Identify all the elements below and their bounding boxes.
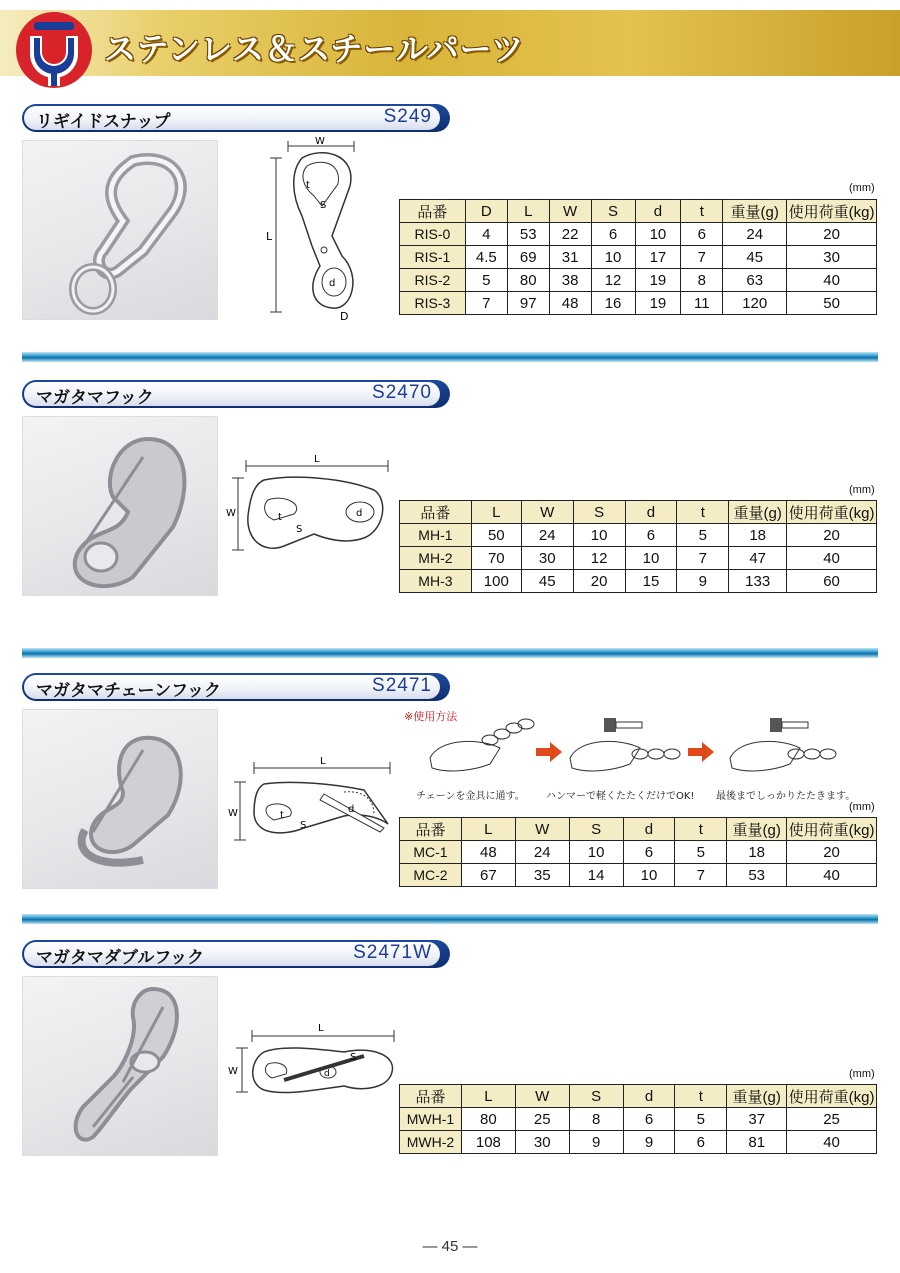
col-header: W — [549, 200, 591, 223]
section-title: マガタマダブルフック — [36, 948, 205, 968]
table-cell: 60 — [787, 570, 877, 593]
section-title: マガタマフック — [36, 388, 154, 408]
col-header: S — [569, 818, 623, 841]
table-cell: 10 — [625, 547, 677, 570]
dim-label-s: S — [300, 820, 307, 831]
table-cell: MH-1 — [400, 524, 472, 547]
table-cell: 25 — [515, 1108, 569, 1131]
table-cell: 30 — [515, 1131, 569, 1154]
table-row — [400, 524, 877, 547]
usage-step-caption: 最後までしっかりたたきます。 — [716, 791, 856, 802]
table-cell: 6 — [623, 1108, 675, 1131]
table-cell: 25 — [787, 1108, 877, 1131]
dim-label-w: W — [315, 136, 325, 147]
col-header: 重量(g) — [727, 1085, 787, 1108]
section-code: S2471W — [353, 942, 432, 963]
table-row — [400, 1108, 877, 1131]
table-cell: 22 — [549, 223, 591, 246]
table-cell: 69 — [507, 246, 549, 269]
dim-label-d: d — [324, 1069, 330, 1079]
dim-label-l: L — [314, 454, 320, 465]
table-cell: 9 — [569, 1131, 623, 1154]
col-header: 重量(g) — [729, 501, 787, 524]
unit-label: (mm) — [849, 1068, 875, 1080]
table-cell: 100 — [471, 570, 521, 593]
col-header: W — [515, 818, 569, 841]
dim-label-s: S — [350, 1052, 357, 1063]
col-header: L — [507, 200, 549, 223]
table-cell: 6 — [681, 223, 723, 246]
dim-label-l: L — [320, 756, 326, 767]
table-cell: 19 — [635, 269, 681, 292]
table-cell: 20 — [787, 524, 877, 547]
spec-table-magatama-hook — [399, 500, 877, 593]
table-cell: 10 — [573, 524, 625, 547]
table-cell: 31 — [549, 246, 591, 269]
table-cell: 30 — [521, 547, 573, 570]
table-cell: 18 — [729, 524, 787, 547]
dim-label-d-small: d — [329, 278, 336, 289]
table-cell: 67 — [461, 864, 515, 887]
table-cell: 80 — [461, 1108, 515, 1131]
table-cell: 120 — [723, 292, 787, 315]
dim-label-t: t — [280, 810, 284, 821]
dim-label-s: S — [296, 524, 303, 535]
table-cell: 15 — [625, 570, 677, 593]
table-cell: 11 — [681, 292, 723, 315]
section-title: リギイドスナップ — [36, 112, 171, 132]
dim-label-w: W — [228, 1066, 238, 1077]
table-row — [400, 864, 877, 887]
company-logo — [14, 10, 94, 90]
table-cell: 20 — [787, 841, 877, 864]
dim-label-l: L — [266, 230, 273, 243]
col-header: S — [591, 200, 635, 223]
table-cell: 63 — [723, 269, 787, 292]
table-cell: MH-3 — [400, 570, 472, 593]
dim-label-w: W — [226, 508, 236, 519]
table-cell: 6 — [591, 223, 635, 246]
table-cell: 10 — [623, 864, 675, 887]
table-cell: 97 — [507, 292, 549, 315]
table-cell: MH-2 — [400, 547, 472, 570]
page-number: — 45 — — [422, 1238, 478, 1255]
table-cell: MWH-1 — [400, 1108, 462, 1131]
table-cell: 19 — [635, 292, 681, 315]
table-cell: 7 — [675, 864, 727, 887]
table-row — [400, 269, 877, 292]
table-cell: 24 — [723, 223, 787, 246]
table-cell: 30 — [787, 246, 877, 269]
table-row — [400, 246, 877, 269]
table-cell: MC-2 — [400, 864, 462, 887]
table-cell: 7 — [677, 547, 729, 570]
col-header: D — [465, 200, 507, 223]
usage-title: ※使用方法 — [404, 710, 458, 723]
table-cell: 20 — [573, 570, 625, 593]
col-header: L — [471, 501, 521, 524]
table-cell: 50 — [787, 292, 877, 315]
table-cell: 48 — [461, 841, 515, 864]
col-header: 品番 — [400, 501, 472, 524]
usage-step-caption: チェーンを金具に通す。 — [416, 791, 525, 802]
col-header: L — [461, 818, 515, 841]
col-header: t — [675, 818, 727, 841]
col-header: S — [569, 1085, 623, 1108]
page-title: ステンレス＆スチールパーツ — [104, 30, 525, 68]
table-cell: 9 — [623, 1131, 675, 1154]
section-title: マガタマチェーンフック — [36, 681, 221, 701]
table-cell: 48 — [549, 292, 591, 315]
section-header-magatama-hook — [22, 380, 450, 408]
col-header: 品番 — [400, 200, 466, 223]
dimension-diagram-rigid-snap — [262, 136, 372, 322]
table-cell: 8 — [569, 1108, 623, 1131]
table-cell: 80 — [507, 269, 549, 292]
table-cell: 7 — [465, 292, 507, 315]
spec-table-magatama-chain-hook — [399, 817, 877, 887]
table-row — [400, 841, 877, 864]
col-header: d — [623, 818, 675, 841]
table-cell: 70 — [471, 547, 521, 570]
unit-label: (mm) — [849, 182, 875, 194]
table-cell: 47 — [729, 547, 787, 570]
usage-step-caption: ハンマーで軽くたたくだけでOK! — [546, 791, 695, 802]
table-cell: 40 — [787, 269, 877, 292]
col-header: 使用荷重(kg) — [787, 1085, 877, 1108]
table-cell: 8 — [681, 269, 723, 292]
table-cell: 53 — [727, 864, 787, 887]
col-header: d — [625, 501, 677, 524]
table-row — [400, 1131, 877, 1154]
col-header: W — [521, 501, 573, 524]
table-cell: 16 — [591, 292, 635, 315]
col-header: t — [675, 1085, 727, 1108]
table-cell: 45 — [521, 570, 573, 593]
table-row — [400, 547, 877, 570]
table-cell: 14 — [569, 864, 623, 887]
section-code: S249 — [383, 106, 432, 127]
table-cell: 12 — [591, 269, 635, 292]
product-photo-magatama-double-hook — [22, 976, 218, 1156]
spec-table-rigid-snap — [399, 199, 877, 315]
unit-label: (mm) — [849, 484, 875, 496]
table-cell: 24 — [515, 841, 569, 864]
table-cell: 6 — [625, 524, 677, 547]
section-divider — [22, 914, 878, 924]
product-photo-magatama-chain-hook — [22, 709, 218, 889]
table-cell: 35 — [515, 864, 569, 887]
table-row — [400, 223, 877, 246]
spec-table-magatama-double-hook — [399, 1084, 877, 1154]
table-cell: 10 — [635, 223, 681, 246]
dimension-diagram-magatama-chain-hook — [224, 754, 396, 850]
dim-label-s: S — [320, 200, 327, 211]
table-cell: 6 — [623, 841, 675, 864]
table-row — [400, 570, 877, 593]
col-header: d — [623, 1085, 675, 1108]
usage-illustration — [420, 718, 880, 784]
table-cell: 18 — [727, 841, 787, 864]
col-header: t — [681, 200, 723, 223]
table-cell: MWH-2 — [400, 1131, 462, 1154]
table-cell: 12 — [573, 547, 625, 570]
table-cell: 5 — [465, 269, 507, 292]
table-cell: RIS-3 — [400, 292, 466, 315]
table-cell: 4.5 — [465, 246, 507, 269]
col-header: W — [515, 1085, 569, 1108]
dim-label-w: W — [228, 808, 238, 819]
table-cell: 5 — [675, 1108, 727, 1131]
product-photo-magatama-hook — [22, 416, 218, 596]
section-header-magatama-chain-hook — [22, 673, 450, 701]
table-cell: 6 — [675, 1131, 727, 1154]
table-cell: 50 — [471, 524, 521, 547]
dim-label-t: t — [278, 512, 282, 523]
dim-label-l: L — [318, 1023, 324, 1034]
section-header-rigid-snap — [22, 104, 450, 132]
unit-label: (mm) — [849, 801, 875, 813]
table-cell: 45 — [723, 246, 787, 269]
table-cell: 5 — [677, 524, 729, 547]
dim-label-t: t — [306, 180, 310, 191]
table-cell: 9 — [677, 570, 729, 593]
col-header: 重量(g) — [727, 818, 787, 841]
col-header: 使用荷重(kg) — [787, 200, 877, 223]
table-cell: 37 — [727, 1108, 787, 1131]
dimension-diagram-magatama-hook — [224, 450, 394, 560]
section-code: S2470 — [372, 382, 432, 403]
table-cell: RIS-1 — [400, 246, 466, 269]
section-code: S2471 — [372, 675, 432, 696]
col-header: S — [573, 501, 625, 524]
col-header: t — [677, 501, 729, 524]
col-header: 品番 — [400, 1085, 462, 1108]
col-header: 重量(g) — [723, 200, 787, 223]
dim-label-d: d — [356, 508, 363, 519]
table-cell: 133 — [729, 570, 787, 593]
section-divider — [22, 352, 878, 362]
table-cell: 7 — [681, 246, 723, 269]
table-cell: RIS-0 — [400, 223, 466, 246]
table-cell: 20 — [787, 223, 877, 246]
col-header: 品番 — [400, 818, 462, 841]
table-cell: 10 — [591, 246, 635, 269]
dim-label-d-large: D — [340, 310, 349, 322]
table-cell: 4 — [465, 223, 507, 246]
col-header: d — [635, 200, 681, 223]
col-header: L — [461, 1085, 515, 1108]
section-header-magatama-double-hook — [22, 940, 450, 968]
table-cell: 38 — [549, 269, 591, 292]
table-cell: 53 — [507, 223, 549, 246]
table-cell: 40 — [787, 1131, 877, 1154]
table-cell: 81 — [727, 1131, 787, 1154]
table-cell: MC-1 — [400, 841, 462, 864]
table-cell: 5 — [675, 841, 727, 864]
table-cell: 10 — [569, 841, 623, 864]
table-cell: 40 — [787, 547, 877, 570]
table-cell: 17 — [635, 246, 681, 269]
dim-label-d: d — [348, 804, 355, 815]
table-cell: 40 — [787, 864, 877, 887]
col-header: 使用荷重(kg) — [787, 501, 877, 524]
dimension-diagram-magatama-double-hook — [224, 1016, 400, 1100]
table-cell: RIS-2 — [400, 269, 466, 292]
table-row — [400, 292, 877, 315]
product-photo-rigid-snap — [22, 140, 218, 320]
table-cell: 108 — [461, 1131, 515, 1154]
col-header: 使用荷重(kg) — [787, 818, 877, 841]
section-divider — [22, 648, 878, 658]
table-cell: 24 — [521, 524, 573, 547]
